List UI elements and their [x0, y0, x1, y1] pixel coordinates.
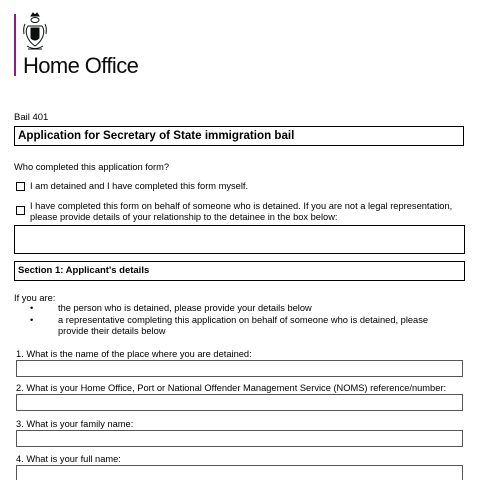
question-1-label: 1. What is the name of the place where you are detained:	[16, 349, 252, 359]
bullet-dot: •	[30, 303, 34, 313]
bullet-representative: a representative completing this application on behalf of someone who is detained, please	[58, 315, 429, 325]
question-2-input[interactable]	[16, 394, 463, 411]
question-1-input[interactable]	[16, 360, 463, 377]
completed-by-question: Who completed this application form?	[14, 162, 170, 172]
question-2-label: 2. What is your Home Office, Port or National Offender Management Service (NOMS) reference/number:	[16, 383, 447, 393]
crest-icon	[22, 12, 48, 54]
self-completed-checkbox[interactable]	[16, 182, 25, 191]
question-4-input[interactable]	[16, 465, 463, 480]
section-1-intro: If you are:	[14, 293, 56, 303]
bullet-detained-person: the person who is detained, please provide your details below	[58, 303, 312, 313]
bullet-dot: •	[30, 315, 34, 325]
behalf-completed-label-line1: I have completed this form on behalf of someone who is detained. If you are not a legal representation,	[30, 201, 453, 211]
form-reference: Bail 401	[14, 112, 49, 123]
question-4-label: 4. What is your full name:	[16, 454, 121, 464]
section-1-heading: Section 1: Applicant's details	[14, 261, 465, 281]
relationship-textbox[interactable]	[14, 225, 465, 254]
behalf-completed-label-line2: please provide details of your relationship to the detainee in the box below:	[30, 212, 338, 222]
department-name: Home Office	[23, 53, 139, 78]
behalf-completed-checkbox[interactable]	[16, 206, 25, 215]
question-3-input[interactable]	[16, 430, 463, 447]
brand-bar	[14, 14, 16, 76]
form-title: Application for Secretary of State immigration bail	[14, 126, 464, 146]
self-completed-label: I am detained and I have completed this form myself.	[30, 181, 249, 191]
bullet-representative-cont: provide their details below	[58, 326, 166, 336]
question-3-label: 3. What is your family name:	[16, 419, 134, 429]
